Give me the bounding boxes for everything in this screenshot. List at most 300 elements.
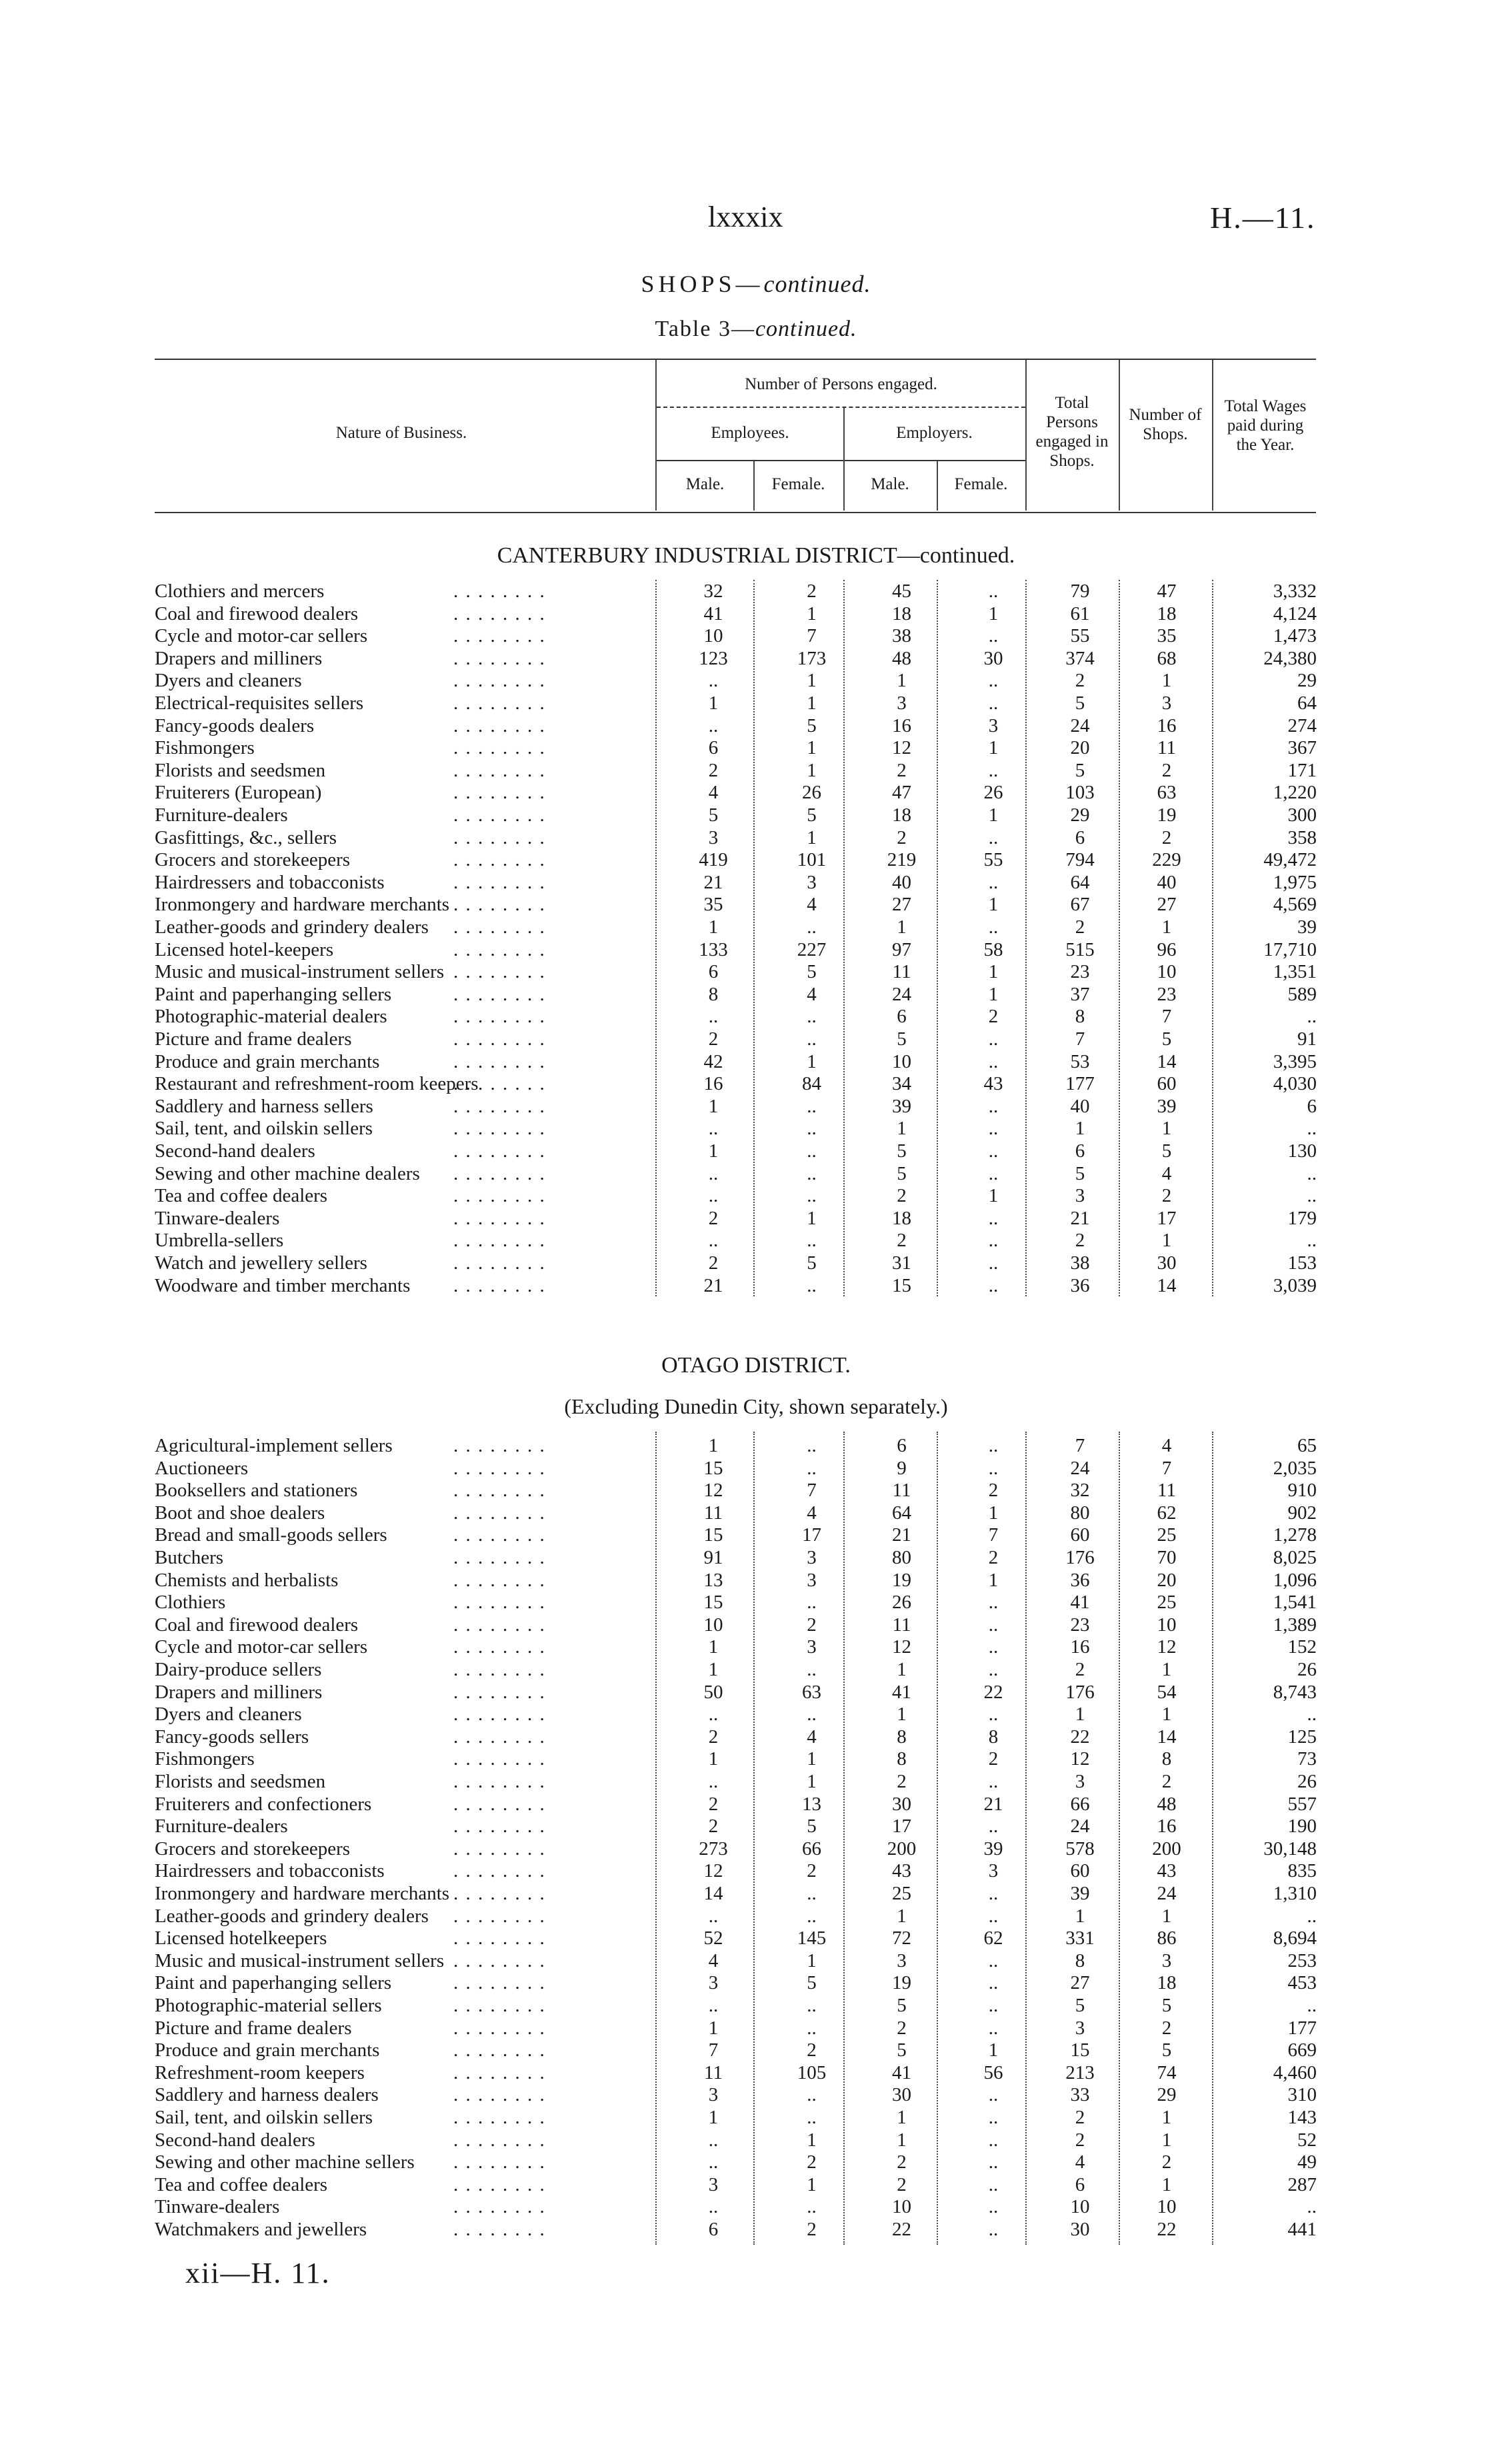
cell: 176: [1065, 1681, 1095, 1703]
cell: 66: [1070, 1793, 1090, 1815]
cell: 12: [892, 1636, 911, 1658]
cell: 38: [892, 625, 911, 647]
row-label: Grocers and storekeepers: [155, 849, 351, 871]
leader-dots: . . . . . . . .: [453, 714, 546, 736]
row-label: Leather-goods and grindery dealers: [155, 1905, 429, 1927]
row-label: Sail, tent, and oilskin sellers: [155, 2107, 373, 2128]
cell: ..: [988, 1457, 999, 1479]
cell: 7: [807, 625, 817, 647]
table-row: [0, 1524, 1512, 1546]
leader-dots: . . . . . . . .: [453, 1050, 546, 1072]
cell: 10: [703, 1614, 723, 1636]
cell: 61: [1070, 603, 1090, 624]
cell: ..: [807, 1028, 817, 1050]
cell: ..: [807, 1457, 817, 1479]
cell: 14: [1157, 1050, 1177, 1072]
cell: 176: [1065, 1547, 1095, 1568]
cell: 2: [708, 759, 719, 781]
leader-dots: . . . . . . . .: [453, 1274, 546, 1296]
cell: 50: [703, 1681, 723, 1703]
table-row: [0, 1815, 1512, 1838]
cell: 24: [1070, 1816, 1090, 1838]
cell: 52: [703, 1927, 723, 1949]
cell: ..: [988, 1636, 999, 1658]
leader-dots: . . . . . . . .: [453, 938, 546, 960]
cell: 3,395: [1273, 1050, 1317, 1072]
cell: 3: [708, 2084, 719, 2106]
cell: ..: [708, 714, 719, 736]
table-row: [0, 2173, 1512, 2196]
row-label: Cycle and motor-car sellers: [155, 625, 368, 647]
cell: 6: [897, 1006, 907, 1028]
cell: 103: [1065, 782, 1095, 804]
cell: 39: [1297, 916, 1317, 938]
cell: ..: [988, 1816, 999, 1838]
cell: 56: [983, 2061, 1003, 2083]
cell: 902: [1287, 1502, 1317, 1524]
cell: 153: [1287, 1252, 1317, 1274]
row-label: Paint and paperhanging sellers: [155, 983, 392, 1005]
row-label: Coal and firewood dealers: [155, 1614, 359, 1636]
cell: 2: [988, 1547, 999, 1568]
cell: 4: [1161, 1162, 1172, 1184]
cell: 300: [1287, 804, 1317, 826]
cell: 18: [1157, 603, 1177, 624]
cell: 5: [807, 804, 817, 826]
cell: 8,694: [1273, 1927, 1317, 1949]
cell: ..: [807, 1140, 817, 1162]
cell: 2: [897, 2017, 907, 2039]
cell: 26: [983, 782, 1003, 804]
cell: 5: [708, 804, 719, 826]
cell: 123: [699, 647, 728, 669]
cell: 1: [807, 826, 817, 848]
cell: 2: [1161, 2151, 1172, 2173]
cell: 7: [1075, 1028, 1085, 1050]
leader-dots: . . . . . . . .: [453, 2196, 546, 2218]
table-row: [0, 2129, 1512, 2151]
leader-dots: . . . . . . . .: [453, 1972, 546, 1994]
cell: 1: [1075, 1704, 1085, 1726]
cell: 54: [1157, 1681, 1177, 1703]
cell: 4: [807, 983, 817, 1005]
table-row: [0, 1028, 1512, 1050]
table-row: [0, 1229, 1512, 1252]
cell: 20: [1070, 737, 1090, 759]
leader-dots: . . . . . . . .: [453, 1949, 546, 1971]
col-header-employers: Employers.: [896, 424, 973, 442]
cell: 5: [897, 1995, 907, 2016]
cell: 30: [892, 1793, 911, 1815]
cell: 374: [1065, 647, 1095, 669]
cell: 1: [807, 737, 817, 759]
cell: ..: [988, 1592, 999, 1614]
row-label: Fancy-goods sellers: [155, 1726, 309, 1748]
cell: ..: [988, 1972, 999, 1994]
cell: 39: [1070, 1883, 1090, 1904]
header-divider: [1212, 360, 1213, 511]
cell: 11: [892, 1614, 911, 1636]
cell: 26: [892, 1592, 911, 1614]
cell: 91: [703, 1547, 723, 1568]
cell: 68: [1157, 647, 1177, 669]
cell: 3,039: [1273, 1274, 1317, 1296]
cell: ..: [807, 1704, 817, 1726]
cell: 1: [1161, 1704, 1172, 1726]
cell: 39: [892, 1095, 911, 1117]
table-row: [0, 1005, 1512, 1028]
row-label: Saddlery and harness dealers: [155, 2084, 379, 2106]
cell: 13: [802, 1793, 821, 1815]
cell: ..: [988, 1771, 999, 1792]
cell: 16: [1070, 1636, 1090, 1658]
leader-dots: . . . . . . . .: [453, 1457, 546, 1479]
leader-dots: . . . . . . . .: [453, 2107, 546, 2128]
cell: 1,975: [1273, 871, 1317, 893]
row-label: Watch and jewellery sellers: [155, 1252, 367, 1274]
row-label: Fancy-goods dealers: [155, 714, 315, 736]
table-row: [0, 624, 1512, 647]
cell: 1: [807, 2129, 817, 2151]
leader-dots: . . . . . . . .: [453, 1905, 546, 1927]
cell: 3: [708, 1972, 719, 1994]
col-header-employees-female: Female.: [771, 475, 825, 493]
cell: 17: [802, 1524, 821, 1546]
cell: 15: [703, 1592, 723, 1614]
cell: 34: [892, 1073, 911, 1095]
cell: 6: [1307, 1095, 1317, 1117]
cell: ..: [988, 2107, 999, 2128]
cell: 8: [1161, 1748, 1172, 1770]
cell: 1,220: [1273, 782, 1317, 804]
cell: 310: [1287, 2084, 1317, 2106]
cell: 3: [708, 826, 719, 848]
cell: 10: [1070, 2196, 1090, 2218]
table-row: [0, 1117, 1512, 1140]
cell: 35: [703, 894, 723, 916]
cell: 152: [1287, 1636, 1317, 1658]
cell: 3,332: [1273, 581, 1317, 602]
cell: 60: [1157, 1073, 1177, 1095]
leader-dots: . . . . . . . .: [453, 1207, 546, 1229]
cell: 14: [703, 1883, 723, 1904]
cell: 3: [988, 714, 999, 736]
cell: 1,096: [1273, 1569, 1317, 1591]
leader-dots: . . . . . . . .: [453, 961, 546, 983]
table-row: [0, 647, 1512, 670]
cell: 11: [704, 1502, 723, 1524]
table-row: [0, 1252, 1512, 1274]
cell: 1: [1075, 1118, 1085, 1140]
col-header-employers-male: Male.: [871, 475, 909, 493]
section-note-otago: (Excluding Dunedin City, shown separately.): [564, 1394, 948, 1418]
cell: 6: [1075, 826, 1085, 848]
table-row: [0, 1905, 1512, 1927]
row-label: Dyers and cleaners: [155, 1704, 302, 1726]
cell: 4: [1161, 1435, 1172, 1456]
leader-dots: . . . . . . . .: [453, 1185, 546, 1207]
cell: 40: [1157, 871, 1177, 893]
cell: 73: [1297, 1748, 1317, 1770]
cell: 64: [1070, 871, 1090, 893]
cell: 2: [897, 2151, 907, 2173]
cell: ..: [988, 1995, 999, 2016]
cell: 4: [807, 1502, 817, 1524]
cell: 23: [1070, 961, 1090, 983]
cell: 24,380: [1263, 647, 1317, 669]
footer-signature: xii—H. 11.: [185, 2257, 331, 2289]
cell: 18: [892, 603, 911, 624]
cell: 578: [1065, 1838, 1095, 1859]
cell: 453: [1287, 1972, 1317, 1994]
leader-dots: . . . . . . . .: [453, 1140, 546, 1162]
leader-dots: . . . . . . . .: [453, 581, 546, 602]
cell: 35: [1157, 625, 1177, 647]
section-title-canterbury: CANTERBURY INDUSTRIAL DISTRICT—continued.: [497, 543, 1015, 568]
cell: 43: [892, 1860, 911, 1882]
leader-dots: . . . . . . . .: [453, 983, 546, 1005]
cell: 2: [708, 1816, 719, 1838]
row-label: Ironmongery and hardware merchants: [155, 1883, 450, 1904]
cell: 3: [807, 1569, 817, 1591]
cell: 4,030: [1273, 1073, 1317, 1095]
row-label: Clothiers: [155, 1592, 226, 1614]
cell: 1: [708, 2107, 719, 2128]
table-row: [0, 2151, 1512, 2173]
cell: 22: [983, 1681, 1003, 1703]
table-row: [0, 1770, 1512, 1793]
cell: ..: [708, 1006, 719, 1028]
cell: ..: [988, 759, 999, 781]
cell: 1: [807, 692, 817, 714]
table-row: [0, 1184, 1512, 1207]
row-label: Paint and paperhanging sellers: [155, 1972, 392, 1994]
cell: 5: [897, 2039, 907, 2061]
col-header-total-persons: Total Persons engaged in Shops.: [1035, 394, 1109, 470]
table-row: [0, 1434, 1512, 1457]
leader-dots: . . . . . . . .: [453, 737, 546, 759]
cell: ..: [708, 670, 719, 692]
table-row: [0, 1140, 1512, 1162]
cell: ..: [988, 2084, 999, 2106]
cell: 1,389: [1273, 1614, 1317, 1636]
cell: 5: [1161, 1995, 1172, 2016]
cell: 36: [1070, 1274, 1090, 1296]
header-bottom-rule: [155, 512, 1316, 513]
cell: 1: [897, 2107, 907, 2128]
leader-dots: . . . . . . . .: [453, 647, 546, 669]
cell: 1: [708, 1659, 719, 1680]
cell: ..: [807, 2196, 817, 2218]
cell: 25: [1157, 1524, 1177, 1546]
cell: 5: [1075, 759, 1085, 781]
cell: 3: [1075, 1185, 1085, 1207]
leader-dots: . . . . . . . .: [453, 670, 546, 692]
table-row: [0, 1502, 1512, 1524]
row-label: Gasfittings, &c., sellers: [155, 826, 337, 848]
table-row: [0, 1927, 1512, 1949]
leader-dots: . . . . . . . .: [453, 782, 546, 804]
cell: 2: [1075, 670, 1085, 692]
cell: 3: [1075, 1771, 1085, 1792]
header-divider: [1025, 360, 1027, 511]
cell: 2: [807, 2219, 817, 2240]
cell: 16: [1157, 714, 1177, 736]
cell: 14: [1157, 1274, 1177, 1296]
cell: 22: [1070, 1726, 1090, 1748]
cell: 62: [983, 1927, 1003, 1949]
cell: 8,743: [1273, 1681, 1317, 1703]
cell: 3: [897, 1949, 907, 1971]
leader-dots: . . . . . . . .: [453, 849, 546, 871]
cell: 79: [1070, 581, 1090, 602]
leader-dots: . . . . . . . .: [453, 1480, 546, 1502]
cell: 6: [1075, 2173, 1085, 2195]
table-row: [0, 1479, 1512, 1502]
title-italic: continued.: [763, 271, 871, 297]
cell: 5: [807, 1816, 817, 1838]
cell: 11: [892, 961, 911, 983]
cell: 130: [1287, 1140, 1317, 1162]
col-header-employees-male: Male.: [685, 475, 725, 493]
cell: 133: [699, 938, 728, 960]
table-title: [0, 317, 1512, 342]
cell: 86: [1157, 1927, 1177, 1949]
cell: 1: [708, 1095, 719, 1117]
cell: 1: [988, 961, 999, 983]
cell: 10: [1157, 961, 1177, 983]
cell: 6: [708, 737, 719, 759]
row-label: Saddlery and harness sellers: [155, 1095, 373, 1117]
cell: ..: [988, 1704, 999, 1726]
cell: 48: [1157, 1793, 1177, 1815]
cell: 3: [807, 1636, 817, 1658]
row-label: Tea and coffee dealers: [155, 2173, 328, 2195]
cell: 72: [892, 1927, 911, 1949]
cell: 1: [708, 1140, 719, 1162]
leader-dots: . . . . . . . .: [453, 1704, 546, 1726]
leader-dots: . . . . . . . .: [453, 1524, 546, 1546]
cell: 1: [708, 1636, 719, 1658]
table-row: [0, 804, 1512, 826]
cell: ..: [708, 1905, 719, 1927]
cell: 101: [797, 849, 827, 871]
leader-dots: . . . . . . . .: [453, 1771, 546, 1792]
cell: 24: [1070, 1457, 1090, 1479]
cell: 145: [797, 1927, 827, 1949]
table-row: [0, 1658, 1512, 1681]
cell: 4: [807, 894, 817, 916]
row-label: Furniture-dealers: [155, 804, 288, 826]
cell: 15: [892, 1274, 911, 1296]
cell: ..: [807, 1185, 817, 1207]
col-header-group: Number of Persons engaged.: [745, 375, 937, 393]
cell: ..: [988, 2129, 999, 2151]
cell: 64: [1297, 692, 1317, 714]
cell: 30: [983, 647, 1003, 669]
cell: ..: [988, 1659, 999, 1680]
cell: 12: [1157, 1636, 1177, 1658]
row-label: Dairy-produce sellers: [155, 1659, 322, 1680]
cell: 1: [897, 2129, 907, 2151]
row-label: Music and musical-instrument sellers: [155, 961, 445, 983]
subtitle-main: Table 3—: [655, 317, 755, 341]
cell: 45: [892, 581, 911, 602]
cell: ..: [988, 1905, 999, 1927]
cell: ..: [988, 2173, 999, 2195]
cell: 3: [807, 871, 817, 893]
cell: 1: [897, 1905, 907, 1927]
cell: 910: [1287, 1480, 1317, 1502]
cell: 1: [897, 1659, 907, 1680]
cell: 441: [1287, 2219, 1317, 2240]
cell: 41: [892, 1681, 911, 1703]
cell: 30: [892, 2084, 911, 2106]
table-row: [0, 938, 1512, 961]
col-header-employers-female: Female.: [954, 475, 1008, 493]
leader-dots: . . . . . . . .: [453, 2084, 546, 2106]
cell: ..: [708, 2151, 719, 2173]
cell: 1: [807, 1207, 817, 1229]
leader-dots: . . . . . . . .: [453, 1838, 546, 1859]
cell: ..: [988, 1095, 999, 1117]
cell: 2: [897, 2173, 907, 2195]
cell: ..: [1307, 1006, 1317, 1028]
leader-dots: . . . . . . . .: [453, 1095, 546, 1117]
cell: ..: [1307, 1230, 1317, 1252]
cell: 5: [1161, 1140, 1172, 1162]
row-label: Tinware-dealers: [155, 2196, 280, 2218]
cell: 177: [1287, 2017, 1317, 2039]
cell: ..: [988, 1883, 999, 1904]
cell: 18: [892, 1207, 911, 1229]
cell: 515: [1065, 938, 1095, 960]
document-code: H.—11.: [1210, 201, 1316, 235]
cell: 6: [708, 961, 719, 983]
row-label: Booksellers and stationers: [155, 1480, 358, 1502]
cell: 1,278: [1273, 1524, 1317, 1546]
cell: ..: [988, 2219, 999, 2240]
cell: 1: [807, 2173, 817, 2195]
cell: 2: [988, 1748, 999, 1770]
cell: 2: [1161, 2017, 1172, 2039]
cell: ..: [1307, 2196, 1317, 2218]
row-label: Produce and grain merchants: [155, 1050, 380, 1072]
cell: 2: [988, 1480, 999, 1502]
table-row: [0, 1703, 1512, 1726]
table-row: [0, 714, 1512, 737]
cell: 1: [807, 1771, 817, 1792]
cell: 5: [897, 1162, 907, 1184]
cell: ..: [988, 1435, 999, 1456]
row-label: Drapers and milliners: [155, 647, 323, 669]
cell: 273: [699, 1838, 728, 1859]
cell: 24: [1157, 1883, 1177, 1904]
row-label: Sewing and other machine dealers: [155, 1162, 420, 1184]
cell: 1: [1161, 1230, 1172, 1252]
row-label: Fruiterers (European): [155, 782, 322, 804]
cell: 5: [807, 1252, 817, 1274]
cell: 3: [708, 2173, 719, 2195]
cell: 2: [1075, 1230, 1085, 1252]
cell: ..: [807, 2107, 817, 2128]
cell: 22: [892, 2219, 911, 2240]
cell: ..: [807, 2017, 817, 2039]
cell: ..: [988, 871, 999, 893]
cell: 1: [988, 894, 999, 916]
cell: 557: [1287, 1793, 1317, 1815]
cell: 23: [1070, 1614, 1090, 1636]
